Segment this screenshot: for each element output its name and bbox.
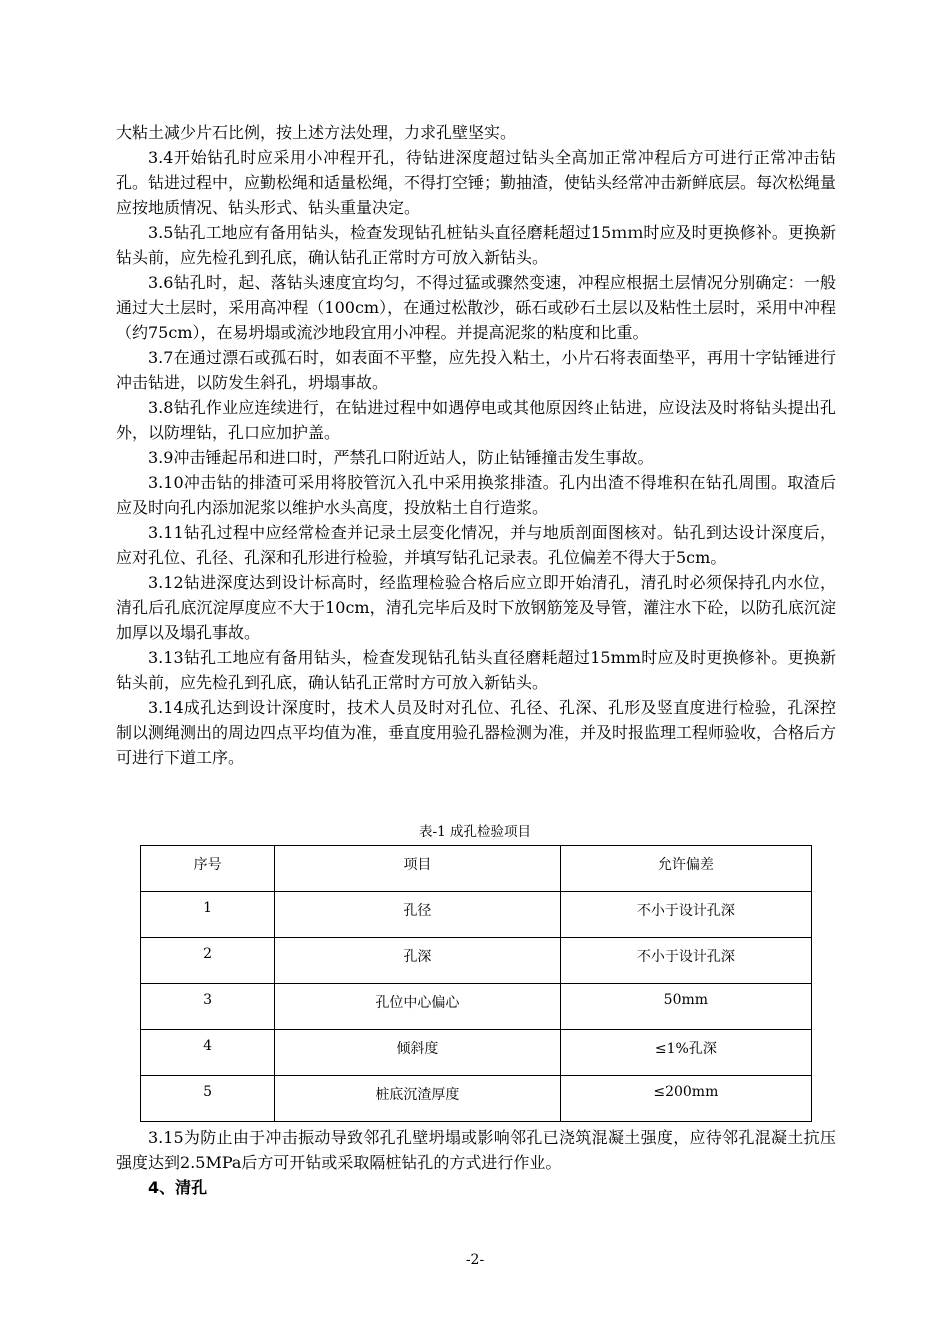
paragraph-3-13: 3.13钻孔工地应有备用钻头，检查发现钻孔钻头直径磨耗超过15mm时应及时更换修补。更换新钻头前，应先检孔到孔底，确认钻孔正常时方可放入新钻头。: [116, 648, 836, 692]
table-row: [141, 1030, 812, 1076]
cell-index: 3: [141, 984, 275, 1030]
cell-index: 4: [141, 1030, 275, 1076]
cell-tolerance: ≤200mm: [560, 1076, 811, 1122]
paragraph-3-10: 3.10冲击钻的排渣可采用将胶管沉入孔中采用换浆排渣。孔内出渣不得堆积在钻孔周围。取渣后应及时向孔内添加泥浆以维护水头高度，投放粘土自行造浆。: [116, 473, 836, 517]
inspection-table: [140, 845, 812, 1122]
cell-item: 倾斜度: [275, 1030, 561, 1076]
header-tolerance: 允许偏差: [560, 846, 811, 892]
table-caption: 表-1 成孔检验项目: [419, 824, 531, 840]
table-row: [141, 1076, 812, 1122]
cell-item: 孔位中心偏心: [275, 984, 561, 1030]
page-number: -2-: [465, 1252, 485, 1268]
paragraph-3-9: 3.9冲击锤起吊和进口时，严禁孔口附近站人，防止钻锤撞击发生事故。: [148, 448, 654, 467]
paragraph-3-15: 3.15为防止由于冲击振动导致邻孔孔壁坍塌或影响邻孔已浇筑混凝土强度，应待邻孔混凝土抗压强度达到2.5MPa后方可开钻或采取隔桩钻孔的方式进行作业。: [116, 1128, 836, 1172]
body-text-after-table: [116, 1125, 836, 1200]
table-row: [141, 938, 812, 984]
paragraph-3-4: 3.4开始钻孔时应采用小冲程开孔，待钻进深度超过钻头全高加正常冲程后方可进行正常冲击钻孔。钻进过程中，应勤松绳和适量松绳，不得打空锤；勤抽渣，使钻头经常冲击新鲜底层。每次松绳量应按地质情况、钻头形式、钻头重量决定。: [116, 148, 837, 217]
header-index: 序号: [141, 846, 275, 892]
table-row: [141, 892, 812, 938]
paragraph-3-6: 3.6钻孔时，起、落钻头速度宜均匀，不得过猛或骤然变速，冲程应根据土层情况分别确定：一般通过大土层时，采用高冲程（100cm），在通过松散沙，砾石或砂石土层以及粘性土层时，采用中冲程（约75cm），在易坍塌或流沙地段宜用小冲程。并提高泥浆的粘度和比重。: [116, 273, 836, 342]
cell-index: 1: [141, 892, 275, 938]
cell-tolerance: ≤1%孔深: [560, 1030, 811, 1076]
paragraph-3-12: 3.12钻进深度达到设计标高时，经监理检验合格后应立即开始清孔，清孔时必须保持孔内水位，清孔后孔底沉淀厚度应不大于10cm，清孔完毕后及时下放钢筋笼及导管，灌注水下砼，以防孔底沉淀加厚以及塌孔事故。: [116, 573, 836, 642]
cell-index: 5: [141, 1076, 275, 1122]
paragraph-3-7: 3.7在通过漂石或孤石时，如表面不平整，应先投入粘土，小片石将表面垫平，再用十字钻锤进行冲击钻进，以防发生斜孔，坍塌事故。: [116, 348, 836, 392]
cell-tolerance: 不小于设计孔深: [560, 938, 811, 984]
header-item: 项目: [275, 846, 561, 892]
table-row: [141, 984, 812, 1030]
cell-tolerance: 不小于设计孔深: [560, 892, 811, 938]
section-heading: 4、清孔: [148, 1178, 208, 1197]
paragraph-3-8: 3.8钻孔作业应连续进行，在钻进过程中如遇停电或其他原因终止钻进，应设法及时将钻头提出孔外，以防埋钻，孔口应加护盖。: [116, 398, 836, 442]
cell-item: 孔径: [275, 892, 561, 938]
table-header-row: [141, 846, 812, 892]
paragraph-3-14: 3.14成孔达到设计深度时，技术人员及时对孔位、孔径、孔深、孔形及竖直度进行检验，孔深控制以测绳测出的周边四点平均值为准，垂直度用验孔器检测为准，并及时报监理工程师验收，合格后方可进行下道工序。: [116, 698, 837, 767]
body-text: [116, 120, 836, 770]
cell-item: 桩底沉渣厚度: [275, 1076, 561, 1122]
paragraph-3-5: 3.5钻孔工地应有备用钻头，检查发现钻孔桩钻头直径磨耗超过15ｍｍ时应及时更换修补。更换新钻头前，应先检孔到孔底，确认钻孔正常时方可放入新钻头。: [116, 223, 836, 267]
cell-index: 2: [141, 938, 275, 984]
paragraph-continuation: 大粘土减少片石比例，按上述方法处理，力求孔壁坚实。: [116, 123, 517, 142]
cell-item: 孔深: [275, 938, 561, 984]
paragraph-3-11: 3.11钻孔过程中应经常检查并记录土层变化情况，并与地质剖面图核对。钻孔到达设计深度后，应对孔位、孔径、孔深和孔形进行检验，并填写钻孔记录表。孔位偏差不得大于5cm。: [116, 523, 836, 567]
cell-tolerance: 50mm: [560, 984, 811, 1030]
